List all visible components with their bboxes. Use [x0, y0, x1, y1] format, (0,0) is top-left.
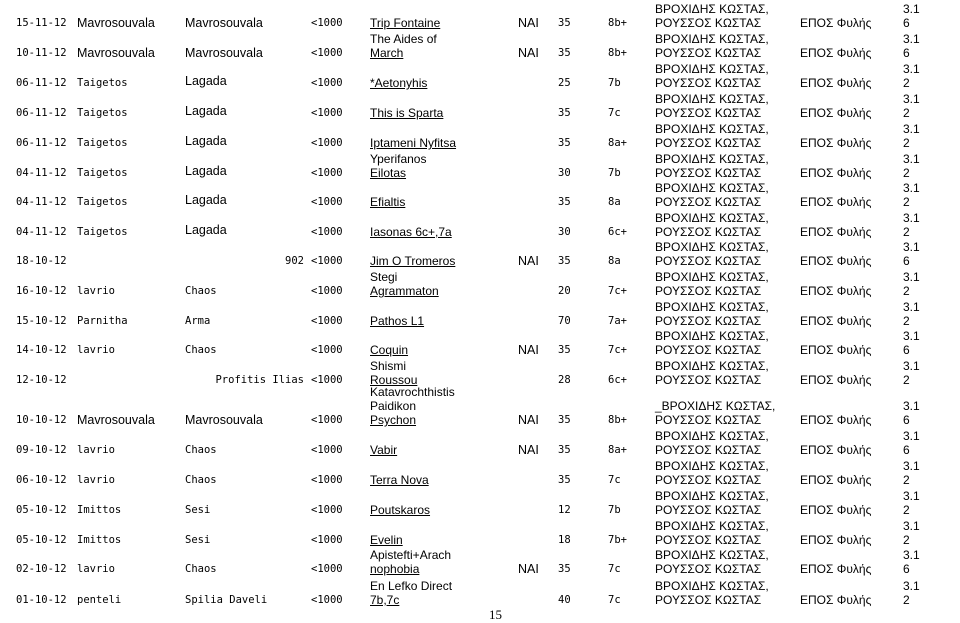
altitude-cell: <1000 — [311, 344, 343, 356]
grade-cell: 7b+ — [608, 534, 627, 546]
score-line-1: 3.1 — [903, 181, 920, 195]
altitude-cell: <1000 — [311, 474, 343, 486]
sector-cell: Mavrosouvala — [185, 16, 263, 30]
grade-cell: 6c+ — [608, 226, 627, 238]
club-cell: ΕΠΟΣ Φυλής — [800, 413, 872, 427]
grade-cell: 7c — [608, 563, 621, 575]
area-cell: Taigetos — [77, 196, 128, 208]
altitude-cell: <1000 — [311, 534, 343, 546]
climber-line-1: ΒΡΟΧΙΔΗΣ ΚΩΣΤΑΣ, — [655, 270, 769, 284]
area-cell: lavrio — [77, 444, 115, 456]
date-cell: 04-11-12 — [16, 196, 67, 208]
table-row — [0, 32, 960, 66]
altitude-cell: <1000 — [311, 374, 343, 386]
climber-line-1: ΒΡΟΧΙΔΗΣ ΚΩΣΤΑΣ, — [655, 32, 769, 46]
grade-cell: 7b — [608, 504, 621, 516]
climber-line-2: ΡΟΥΣΣΟΣ ΚΩΣΤΑΣ — [655, 443, 762, 457]
altitude-cell: <1000 — [311, 17, 343, 29]
area-cell: Mavrosouvala — [77, 16, 155, 30]
climber-line-2: ΡΟΥΣΣΟΣ ΚΩΣΤΑΣ — [655, 562, 762, 576]
route-name: Evelin — [370, 533, 403, 547]
club-cell: ΕΠΟΣ Φυλής — [800, 343, 872, 357]
grade-cell: 6c+ — [608, 374, 627, 386]
route-name: Iasonas 6c+,7a — [370, 225, 452, 239]
grade-cell: 8b+ — [608, 47, 627, 59]
table-row — [0, 489, 960, 523]
sector-cell: Lagada — [185, 74, 227, 88]
area-cell: lavrio — [77, 563, 115, 575]
climber-line-2: ΡΟΥΣΣΟΣ ΚΩΣΤΑΣ — [655, 16, 762, 30]
length-cell: 35 — [558, 137, 571, 149]
climber-line-1: ΒΡΟΧΙΔΗΣ ΚΩΣΤΑΣ, — [655, 489, 769, 503]
climber-line-2: ΡΟΥΣΣΟΣ ΚΩΣΤΑΣ — [655, 106, 762, 120]
route-name: Psychon — [370, 413, 417, 427]
climber-line-2: ΡΟΥΣΣΟΣ ΚΩΣΤΑΣ — [655, 284, 762, 298]
score-line-1: 3.1 — [903, 122, 920, 136]
route-name: Yperifanos — [370, 152, 427, 166]
grade-cell: 7a+ — [608, 315, 627, 327]
club-cell: ΕΠΟΣ Φυλής — [800, 373, 872, 387]
climber-line-1: ΒΡΟΧΙΔΗΣ ΚΩΣΤΑΣ, — [655, 62, 769, 76]
altitude-cell: <1000 — [311, 315, 343, 327]
score-line-2: 6 — [903, 443, 910, 457]
climber-line-2: ΡΟΥΣΣΟΣ ΚΩΣΤΑΣ — [655, 503, 762, 517]
score-line-1: 3.1 — [903, 2, 920, 16]
length-cell: 35 — [558, 255, 571, 267]
table-row — [0, 329, 960, 363]
sector-cell: Lagada — [185, 223, 227, 237]
area-cell: Parnitha — [77, 315, 128, 327]
area-cell: Taigetos — [77, 137, 128, 149]
table-row — [0, 181, 960, 215]
score-line-2: 2 — [903, 136, 910, 150]
length-cell: 20 — [558, 285, 571, 297]
date-cell: 09-10-12 — [16, 444, 67, 456]
climber-line-1: ΒΡΟΧΙΔΗΣ ΚΩΣΤΑΣ, — [655, 300, 769, 314]
sector-cell: Chaos — [185, 444, 217, 456]
score-line-1: 3.1 — [903, 359, 920, 373]
club-cell: ΕΠΟΣ Φυλής — [800, 443, 872, 457]
score-line-1: 3.1 — [903, 579, 920, 593]
sector-cell: Arma — [185, 315, 211, 327]
climber-line-1: ΒΡΟΧΙΔΗΣ ΚΩΣΤΑΣ, — [655, 519, 769, 533]
sector-cell: Lagada — [185, 134, 227, 148]
sector-cell: Lagada — [185, 193, 227, 207]
date-cell: 06-11-12 — [16, 107, 67, 119]
score-line-1: 3.1 — [903, 270, 920, 284]
climber-line-1: ΒΡΟΧΙΔΗΣ ΚΩΣΤΑΣ, — [655, 459, 769, 473]
length-cell: 30 — [558, 226, 571, 238]
climber-line-1: ΒΡΟΧΙΔΗΣ ΚΩΣΤΑΣ, — [655, 359, 769, 373]
climber-line-1: ΒΡΟΧΙΔΗΣ ΚΩΣΤΑΣ, — [655, 240, 769, 254]
sector-cell: Sesi — [185, 504, 211, 516]
area-cell: Imittos — [77, 534, 122, 546]
score-line-1: 3.1 — [903, 211, 920, 225]
length-cell: 35 — [558, 17, 571, 29]
altitude-cell: <1000 — [311, 594, 343, 606]
route-name: Terra Nova — [370, 473, 429, 487]
altitude-cell: <1000 — [311, 77, 343, 89]
date-cell: 05-10-12 — [16, 504, 67, 516]
score-line-1: 3.1 — [903, 62, 920, 76]
altitude-cell: <1000 — [311, 226, 343, 238]
length-cell: 35 — [558, 107, 571, 119]
date-cell: 04-11-12 — [16, 226, 67, 238]
route-name: The Aides of — [370, 32, 437, 46]
altitude-cell: <1000 — [311, 167, 343, 179]
climber-line-2: ΡΟΥΣΣΟΣ ΚΩΣΤΑΣ — [655, 413, 762, 427]
page-number: 15 — [489, 607, 502, 622]
grade-cell: 8a+ — [608, 137, 627, 149]
area-cell: Taigetos — [77, 226, 128, 238]
score-line-1: 3.1 — [903, 300, 920, 314]
climber-line-2: ΡΟΥΣΣΟΣ ΚΩΣΤΑΣ — [655, 46, 762, 60]
nai-flag: ΝΑΙ — [518, 413, 539, 427]
route-name: Poutskaros — [370, 503, 431, 517]
route-name: Agrammaton — [370, 284, 439, 298]
altitude-cell: <1000 — [311, 196, 343, 208]
score-line-2: 2 — [903, 195, 910, 209]
table-row — [0, 152, 960, 186]
score-line-1: 3.1 — [903, 32, 920, 46]
score-line-2: 2 — [903, 593, 910, 607]
club-cell: ΕΠΟΣ Φυλής — [800, 593, 872, 607]
table-row — [0, 92, 960, 126]
grade-cell: 8a+ — [608, 444, 627, 456]
length-cell: 35 — [558, 196, 571, 208]
climber-line-1: _ΒΡΟΧΙΔΗΣ ΚΩΣΤΑΣ, — [655, 399, 776, 413]
score-line-1: 3.1 — [903, 519, 920, 533]
altitude-cell: <1000 — [311, 444, 343, 456]
route-name: Eilotas — [370, 166, 407, 180]
route-name: Iptameni Nyfitsa — [370, 136, 457, 150]
length-cell: 28 — [558, 374, 571, 386]
sector-cell: Chaos — [185, 285, 217, 297]
nai-flag: ΝΑΙ — [518, 443, 539, 457]
length-cell: 40 — [558, 594, 571, 606]
sector-cell: Spilia Daveli — [185, 594, 268, 606]
club-cell: ΕΠΟΣ Φυλής — [800, 284, 872, 298]
score-line-2: 2 — [903, 225, 910, 239]
route-name: En Lefko Direct — [370, 579, 453, 593]
area-cell: Taigetos — [77, 167, 128, 179]
date-cell: 18-10-12 — [16, 255, 67, 267]
length-cell: 35 — [558, 344, 571, 356]
score-line-2: 2 — [903, 166, 910, 180]
sector-cell: Lagada — [185, 104, 227, 118]
length-cell: 12 — [558, 504, 571, 516]
club-cell: ΕΠΟΣ Φυλής — [800, 16, 872, 30]
route-name: 7b,7c — [370, 593, 400, 607]
altitude-cell: <1000 — [311, 504, 343, 516]
area-cell: Mavrosouvala — [77, 413, 155, 427]
grade-cell: 8a — [608, 196, 621, 208]
club-cell: ΕΠΟΣ Φυλής — [800, 225, 872, 239]
club-cell: ΕΠΟΣ Φυλής — [800, 314, 872, 328]
table-row — [0, 2, 960, 36]
climber-line-1: ΒΡΟΧΙΔΗΣ ΚΩΣΤΑΣ, — [655, 2, 769, 16]
table-row — [0, 240, 960, 274]
sector-cell: Sesi — [185, 534, 211, 546]
sector-cell: Chaos — [185, 474, 217, 486]
climber-line-1: ΒΡΟΧΙΔΗΣ ΚΩΣΤΑΣ, — [655, 329, 769, 343]
score-line-2: 2 — [903, 106, 910, 120]
route-name: Katavrochthistis — [370, 385, 455, 399]
grade-cell: 7c+ — [608, 285, 627, 297]
altitude-cell: <1000 — [311, 414, 343, 426]
date-cell: 15-10-12 — [16, 315, 67, 327]
grade-cell: 8b+ — [608, 414, 627, 426]
nai-flag: ΝΑΙ — [518, 343, 539, 357]
score-line-2: 6 — [903, 343, 910, 357]
nai-flag: ΝΑΙ — [518, 46, 539, 60]
club-cell: ΕΠΟΣ Φυλής — [800, 473, 872, 487]
route-name: Vabir — [370, 443, 398, 457]
climber-line-1: ΒΡΟΧΙΔΗΣ ΚΩΣΤΑΣ, — [655, 152, 769, 166]
score-line-2: 6 — [903, 413, 910, 427]
climber-line-2: ΡΟΥΣΣΟΣ ΚΩΣΤΑΣ — [655, 314, 762, 328]
sector-cell: 902 — [285, 255, 304, 267]
sector-cell: Mavrosouvala — [185, 413, 263, 427]
sector-cell: Lagada — [185, 164, 227, 178]
nai-flag: ΝΑΙ — [518, 16, 539, 30]
sector-cell: Chaos — [185, 344, 217, 356]
date-cell: 14-10-12 — [16, 344, 67, 356]
score-line-2: 2 — [903, 284, 910, 298]
route-name: Shismi — [370, 359, 407, 373]
area-cell: Taigetos — [77, 107, 128, 119]
altitude-cell: <1000 — [311, 563, 343, 575]
grade-cell: 8b+ — [608, 17, 627, 29]
climber-line-2: ΡΟΥΣΣΟΣ ΚΩΣΤΑΣ — [655, 76, 762, 90]
climber-line-1: ΒΡΟΧΙΔΗΣ ΚΩΣΤΑΣ, — [655, 122, 769, 136]
table-row — [0, 579, 960, 613]
table-row — [0, 519, 960, 553]
climber-line-2: ΡΟΥΣΣΟΣ ΚΩΣΤΑΣ — [655, 373, 762, 387]
route-name: Efialtis — [370, 195, 406, 209]
route-name: Roussou — [370, 373, 418, 387]
route-name: Trip Fontaine — [370, 16, 441, 30]
table-row — [0, 300, 960, 334]
climber-line-2: ΡΟΥΣΣΟΣ ΚΩΣΤΑΣ — [655, 166, 762, 180]
score-line-2: 2 — [903, 76, 910, 90]
climber-line-1: ΒΡΟΧΙΔΗΣ ΚΩΣΤΑΣ, — [655, 211, 769, 225]
grade-cell: 7c+ — [608, 344, 627, 356]
club-cell: ΕΠΟΣ Φυλής — [800, 533, 872, 547]
table-row — [0, 429, 960, 463]
climber-line-2: ΡΟΥΣΣΟΣ ΚΩΣΤΑΣ — [655, 225, 762, 239]
altitude-cell: <1000 — [311, 285, 343, 297]
date-cell: 15-11-12 — [16, 17, 67, 29]
route-name: Coquin — [370, 343, 409, 357]
grade-cell: 7b — [608, 77, 621, 89]
score-line-2: 6 — [903, 46, 910, 60]
table-row — [0, 548, 960, 582]
grade-cell: 8a — [608, 255, 621, 267]
route-name: *Aetonyhis — [370, 76, 428, 90]
climber-line-2: ΡΟΥΣΣΟΣ ΚΩΣΤΑΣ — [655, 343, 762, 357]
route-name: Apistefti+Arach — [370, 548, 452, 562]
climber-line-2: ΡΟΥΣΣΟΣ ΚΩΣΤΑΣ — [655, 593, 762, 607]
club-cell: ΕΠΟΣ Φυλής — [800, 503, 872, 517]
area-cell: lavrio — [77, 285, 115, 297]
length-cell: 35 — [558, 563, 571, 575]
table-row — [0, 359, 960, 393]
score-line-1: 3.1 — [903, 92, 920, 106]
area-cell: Imittos — [77, 504, 122, 516]
climber-line-2: ΡΟΥΣΣΟΣ ΚΩΣΤΑΣ — [655, 533, 762, 547]
table-row — [0, 385, 960, 433]
area-cell: lavrio — [77, 344, 115, 356]
score-line-1: 3.1 — [903, 240, 920, 254]
club-cell: ΕΠΟΣ Φυλής — [800, 195, 872, 209]
length-cell: 18 — [558, 534, 571, 546]
score-line-2: 2 — [903, 373, 910, 387]
club-cell: ΕΠΟΣ Φυλής — [800, 562, 872, 576]
date-cell: 06-10-12 — [16, 474, 67, 486]
score-line-1: 3.1 — [903, 329, 920, 343]
length-cell: 35 — [558, 414, 571, 426]
climber-line-2: ΡΟΥΣΣΟΣ ΚΩΣΤΑΣ — [655, 195, 762, 209]
score-line-1: 3.1 — [903, 399, 920, 413]
sector-cell: Profitis Ilias — [215, 374, 304, 386]
area-cell: Taigetos — [77, 77, 128, 89]
date-cell: 02-10-12 — [16, 563, 67, 575]
score-line-2: 2 — [903, 473, 910, 487]
date-cell: 01-10-12 — [16, 594, 67, 606]
date-cell: 10-11-12 — [16, 47, 67, 59]
length-cell: 30 — [558, 167, 571, 179]
club-cell: ΕΠΟΣ Φυλής — [800, 106, 872, 120]
score-line-2: 6 — [903, 254, 910, 268]
length-cell: 70 — [558, 315, 571, 327]
route-name: This is Sparta — [370, 106, 444, 120]
grade-cell: 7c — [608, 594, 621, 606]
date-cell: 04-11-12 — [16, 167, 67, 179]
score-line-2: 6 — [903, 562, 910, 576]
length-cell: 35 — [558, 47, 571, 59]
nai-flag: ΝΑΙ — [518, 254, 539, 268]
grade-cell: 7b — [608, 167, 621, 179]
route-name: Jim O Tromeros — [370, 254, 456, 268]
table-row — [0, 459, 960, 493]
nai-flag: ΝΑΙ — [518, 562, 539, 576]
route-name: Stegi — [370, 270, 398, 284]
length-cell: 25 — [558, 77, 571, 89]
score-line-1: 3.1 — [903, 548, 920, 562]
route-name: nophobia — [370, 562, 420, 576]
climber-line-1: ΒΡΟΧΙΔΗΣ ΚΩΣΤΑΣ, — [655, 429, 769, 443]
climber-line-2: ΡΟΥΣΣΟΣ ΚΩΣΤΑΣ — [655, 136, 762, 150]
altitude-cell: <1000 — [311, 255, 343, 267]
club-cell: ΕΠΟΣ Φυλής — [800, 76, 872, 90]
date-cell: 06-11-12 — [16, 137, 67, 149]
table-row — [0, 270, 960, 304]
length-cell: 35 — [558, 474, 571, 486]
score-line-2: 2 — [903, 314, 910, 328]
club-cell: ΕΠΟΣ Φυλής — [800, 136, 872, 150]
climber-line-1: ΒΡΟΧΙΔΗΣ ΚΩΣΤΑΣ, — [655, 181, 769, 195]
sector-cell: Chaos — [185, 563, 217, 575]
route-name: Paidikon — [370, 399, 417, 413]
date-cell: 10-10-12 — [16, 414, 67, 426]
length-cell: 35 — [558, 444, 571, 456]
sector-cell: Mavrosouvala — [185, 46, 263, 60]
score-line-2: 6 — [903, 16, 910, 30]
score-line-2: 2 — [903, 503, 910, 517]
score-line-1: 3.1 — [903, 429, 920, 443]
date-cell: 12-10-12 — [16, 374, 67, 386]
date-cell: 05-10-12 — [16, 534, 67, 546]
climber-line-1: ΒΡΟΧΙΔΗΣ ΚΩΣΤΑΣ, — [655, 92, 769, 106]
climber-line-2: ΡΟΥΣΣΟΣ ΚΩΣΤΑΣ — [655, 473, 762, 487]
climber-line-1: ΒΡΟΧΙΔΗΣ ΚΩΣΤΑΣ, — [655, 579, 769, 593]
club-cell: ΕΠΟΣ Φυλής — [800, 254, 872, 268]
grade-cell: 7c — [608, 474, 621, 486]
table-row — [0, 62, 960, 96]
climber-line-1: ΒΡΟΧΙΔΗΣ ΚΩΣΤΑΣ, — [655, 548, 769, 562]
score-line-2: 2 — [903, 533, 910, 547]
altitude-cell: <1000 — [311, 137, 343, 149]
score-line-1: 3.1 — [903, 459, 920, 473]
score-line-1: 3.1 — [903, 152, 920, 166]
date-cell: 16-10-12 — [16, 285, 67, 297]
date-cell: 06-11-12 — [16, 77, 67, 89]
table-row — [0, 211, 960, 245]
club-cell: ΕΠΟΣ Φυλής — [800, 46, 872, 60]
climber-line-2: ΡΟΥΣΣΟΣ ΚΩΣΤΑΣ — [655, 254, 762, 268]
route-name: Pathos L1 — [370, 314, 425, 328]
area-cell: lavrio — [77, 474, 115, 486]
altitude-cell: <1000 — [311, 107, 343, 119]
grade-cell: 7c — [608, 107, 621, 119]
table-row — [0, 122, 960, 156]
area-cell: Mavrosouvala — [77, 46, 155, 60]
altitude-cell: <1000 — [311, 47, 343, 59]
route-name: March — [370, 46, 404, 60]
club-cell: ΕΠΟΣ Φυλής — [800, 166, 872, 180]
score-line-1: 3.1 — [903, 489, 920, 503]
area-cell: penteli — [77, 594, 122, 606]
